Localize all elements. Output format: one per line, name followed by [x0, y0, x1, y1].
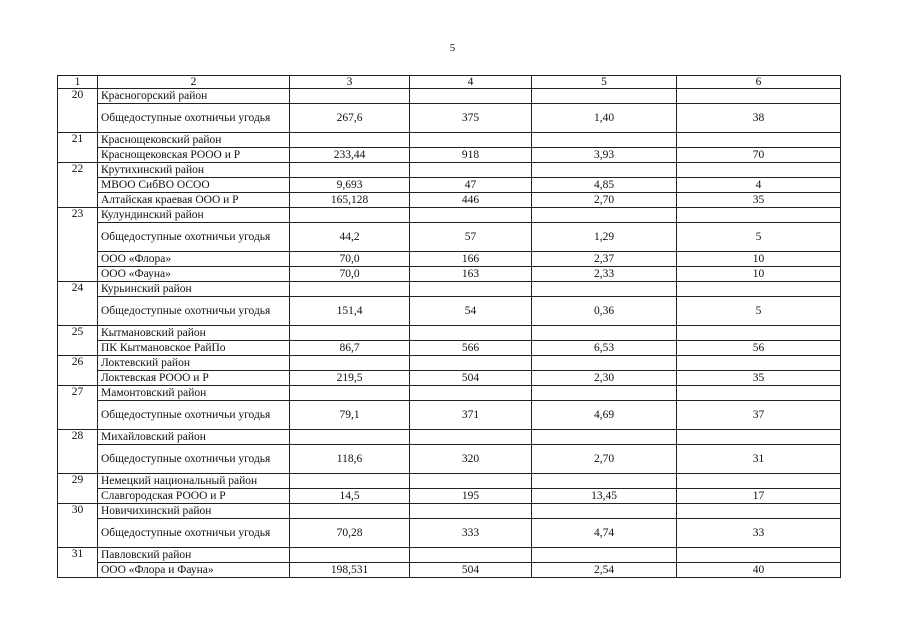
empty-cell: [677, 208, 841, 223]
value-col5: 0,36: [532, 297, 677, 326]
empty-cell: [290, 133, 410, 148]
column-header: 2: [98, 76, 290, 89]
table-row: [58, 252, 841, 267]
row-number: 26: [58, 356, 98, 386]
value-col4: 163: [410, 267, 532, 282]
empty-cell: [290, 548, 410, 563]
value-col3: 86,7: [290, 341, 410, 356]
value-col4: 566: [410, 341, 532, 356]
value-col4: 504: [410, 563, 532, 578]
value-col3: 70,0: [290, 267, 410, 282]
value-col4: 195: [410, 489, 532, 504]
row-number: 30: [58, 504, 98, 548]
empty-cell: [290, 356, 410, 371]
empty-cell: [290, 386, 410, 401]
empty-cell: [410, 474, 532, 489]
table-row: [58, 489, 841, 504]
value-col3: 219,5: [290, 371, 410, 386]
value-col4: 57: [410, 223, 532, 252]
organization-name: Общедоступные охотничьи угодья: [98, 519, 290, 548]
district-row: [58, 133, 841, 148]
empty-cell: [532, 326, 677, 341]
table-row: [58, 193, 841, 208]
value-col3: 70,0: [290, 252, 410, 267]
row-number: 27: [58, 386, 98, 430]
district-row: [58, 430, 841, 445]
empty-cell: [677, 430, 841, 445]
value-col6: 5: [677, 223, 841, 252]
value-col5: 2,33: [532, 267, 677, 282]
organization-name: ООО «Фауна»: [98, 267, 290, 282]
column-header: 3: [290, 76, 410, 89]
value-col6: 37: [677, 401, 841, 430]
value-col3: 151,4: [290, 297, 410, 326]
empty-cell: [290, 163, 410, 178]
value-col4: 375: [410, 104, 532, 133]
empty-cell: [677, 356, 841, 371]
value-col6: 33: [677, 519, 841, 548]
value-col3: 118,6: [290, 445, 410, 474]
table-row: [58, 297, 841, 326]
district-name: Мамонтовский район: [98, 386, 290, 401]
empty-cell: [677, 386, 841, 401]
row-number: 25: [58, 326, 98, 356]
empty-cell: [677, 163, 841, 178]
empty-cell: [677, 326, 841, 341]
empty-cell: [410, 504, 532, 519]
organization-name: МВОО СибВО ОСОО: [98, 178, 290, 193]
district-row: [58, 474, 841, 489]
row-number: 28: [58, 430, 98, 474]
empty-cell: [532, 356, 677, 371]
table-row: [58, 341, 841, 356]
empty-cell: [677, 548, 841, 563]
district-row: [58, 356, 841, 371]
row-number: 24: [58, 282, 98, 326]
empty-cell: [532, 282, 677, 297]
value-col6: 4: [677, 178, 841, 193]
value-col5: 2,37: [532, 252, 677, 267]
district-name: Кулундинский район: [98, 208, 290, 223]
value-col3: 233,44: [290, 148, 410, 163]
value-col5: 6,53: [532, 341, 677, 356]
value-col4: 918: [410, 148, 532, 163]
district-row: [58, 163, 841, 178]
row-number: 20: [58, 89, 98, 133]
value-col3: 44,2: [290, 223, 410, 252]
empty-cell: [410, 208, 532, 223]
page-number: 5: [449, 42, 456, 54]
value-col6: 10: [677, 252, 841, 267]
empty-cell: [677, 89, 841, 104]
value-col5: 4,85: [532, 178, 677, 193]
table-row: [58, 148, 841, 163]
table-row: [58, 563, 841, 578]
empty-cell: [677, 504, 841, 519]
value-col6: 35: [677, 193, 841, 208]
empty-cell: [532, 89, 677, 104]
empty-cell: [410, 356, 532, 371]
organization-name: Общедоступные охотничьи угодья: [98, 445, 290, 474]
district-row: [58, 386, 841, 401]
empty-cell: [290, 430, 410, 445]
district-row: [58, 89, 841, 104]
value-col6: 31: [677, 445, 841, 474]
value-col6: 38: [677, 104, 841, 133]
value-col3: 9,693: [290, 178, 410, 193]
empty-cell: [677, 282, 841, 297]
district-name: Краснощековский район: [98, 133, 290, 148]
district-name: Немецкий национальный район: [98, 474, 290, 489]
value-col3: 267,6: [290, 104, 410, 133]
value-col5: 13,45: [532, 489, 677, 504]
empty-cell: [532, 208, 677, 223]
value-col6: 56: [677, 341, 841, 356]
table-row: [58, 445, 841, 474]
empty-cell: [532, 430, 677, 445]
district-name: Новичихинский район: [98, 504, 290, 519]
hunting-grounds-table: [57, 75, 841, 578]
table-row: [58, 519, 841, 548]
table-row: [58, 178, 841, 193]
column-header: 4: [410, 76, 532, 89]
empty-cell: [532, 386, 677, 401]
organization-name: Краснощековская РООО и Р: [98, 148, 290, 163]
district-row: [58, 504, 841, 519]
value-col5: 2,70: [532, 445, 677, 474]
district-name: Кытмановский район: [98, 326, 290, 341]
empty-cell: [410, 386, 532, 401]
empty-cell: [290, 504, 410, 519]
organization-name: Алтайская краевая ООО и Р: [98, 193, 290, 208]
empty-cell: [410, 548, 532, 563]
organization-name: Славгородская РООО и Р: [98, 489, 290, 504]
empty-cell: [410, 163, 532, 178]
organization-name: ООО «Флора и Фауна»: [98, 563, 290, 578]
value-col4: 446: [410, 193, 532, 208]
row-number: 29: [58, 474, 98, 504]
row-number: 22: [58, 163, 98, 208]
empty-cell: [410, 282, 532, 297]
organization-name: Общедоступные охотничьи угодья: [98, 297, 290, 326]
district-row: [58, 208, 841, 223]
table-row: [58, 267, 841, 282]
value-col5: 2,54: [532, 563, 677, 578]
district-name: Курьинский район: [98, 282, 290, 297]
value-col3: 79,1: [290, 401, 410, 430]
empty-cell: [532, 163, 677, 178]
organization-name: Общедоступные охотничьи угодья: [98, 104, 290, 133]
value-col5: 4,69: [532, 401, 677, 430]
value-col4: 47: [410, 178, 532, 193]
value-col4: 371: [410, 401, 532, 430]
table-row: [58, 104, 841, 133]
value-col3: 198,531: [290, 563, 410, 578]
empty-cell: [677, 474, 841, 489]
value-col5: 3,93: [532, 148, 677, 163]
empty-cell: [410, 133, 532, 148]
value-col6: 40: [677, 563, 841, 578]
district-row: [58, 326, 841, 341]
value-col6: 10: [677, 267, 841, 282]
empty-cell: [290, 282, 410, 297]
value-col4: 333: [410, 519, 532, 548]
value-col4: 54: [410, 297, 532, 326]
value-col6: 17: [677, 489, 841, 504]
district-name: Крутихинский район: [98, 163, 290, 178]
district-name: Павловский район: [98, 548, 290, 563]
empty-cell: [677, 133, 841, 148]
district-name: Локтевский район: [98, 356, 290, 371]
empty-cell: [290, 208, 410, 223]
value-col5: 1,29: [532, 223, 677, 252]
column-header: 5: [532, 76, 677, 89]
table-row: [58, 371, 841, 386]
value-col3: 14,5: [290, 489, 410, 504]
table-row: [58, 401, 841, 430]
district-name: Михайловский район: [98, 430, 290, 445]
empty-cell: [532, 474, 677, 489]
column-header: 6: [677, 76, 841, 89]
value-col6: 5: [677, 297, 841, 326]
empty-cell: [410, 326, 532, 341]
district-row: [58, 548, 841, 563]
empty-cell: [290, 474, 410, 489]
row-number: 21: [58, 133, 98, 163]
table-header-row: [58, 76, 841, 89]
organization-name: ПК Кытмановское РайПо: [98, 341, 290, 356]
value-col5: 2,70: [532, 193, 677, 208]
empty-cell: [532, 548, 677, 563]
organization-name: Общедоступные охотничьи угодья: [98, 223, 290, 252]
empty-cell: [410, 430, 532, 445]
value-col4: 320: [410, 445, 532, 474]
value-col3: 165,128: [290, 193, 410, 208]
value-col5: 4,74: [532, 519, 677, 548]
value-col4: 504: [410, 371, 532, 386]
value-col6: 70: [677, 148, 841, 163]
empty-cell: [532, 133, 677, 148]
value-col4: 166: [410, 252, 532, 267]
table-row: [58, 223, 841, 252]
empty-cell: [410, 89, 532, 104]
district-row: [58, 282, 841, 297]
value-col5: 2,30: [532, 371, 677, 386]
empty-cell: [290, 89, 410, 104]
value-col6: 35: [677, 371, 841, 386]
row-number: 31: [58, 548, 98, 578]
organization-name: Общедоступные охотничьи угодья: [98, 401, 290, 430]
empty-cell: [532, 504, 677, 519]
column-header: 1: [58, 76, 98, 89]
organization-name: Локтевская РООО и Р: [98, 371, 290, 386]
empty-cell: [290, 326, 410, 341]
row-number: 23: [58, 208, 98, 282]
value-col3: 70,28: [290, 519, 410, 548]
value-col5: 1,40: [532, 104, 677, 133]
organization-name: ООО «Флора»: [98, 252, 290, 267]
district-name: Красногорский район: [98, 89, 290, 104]
